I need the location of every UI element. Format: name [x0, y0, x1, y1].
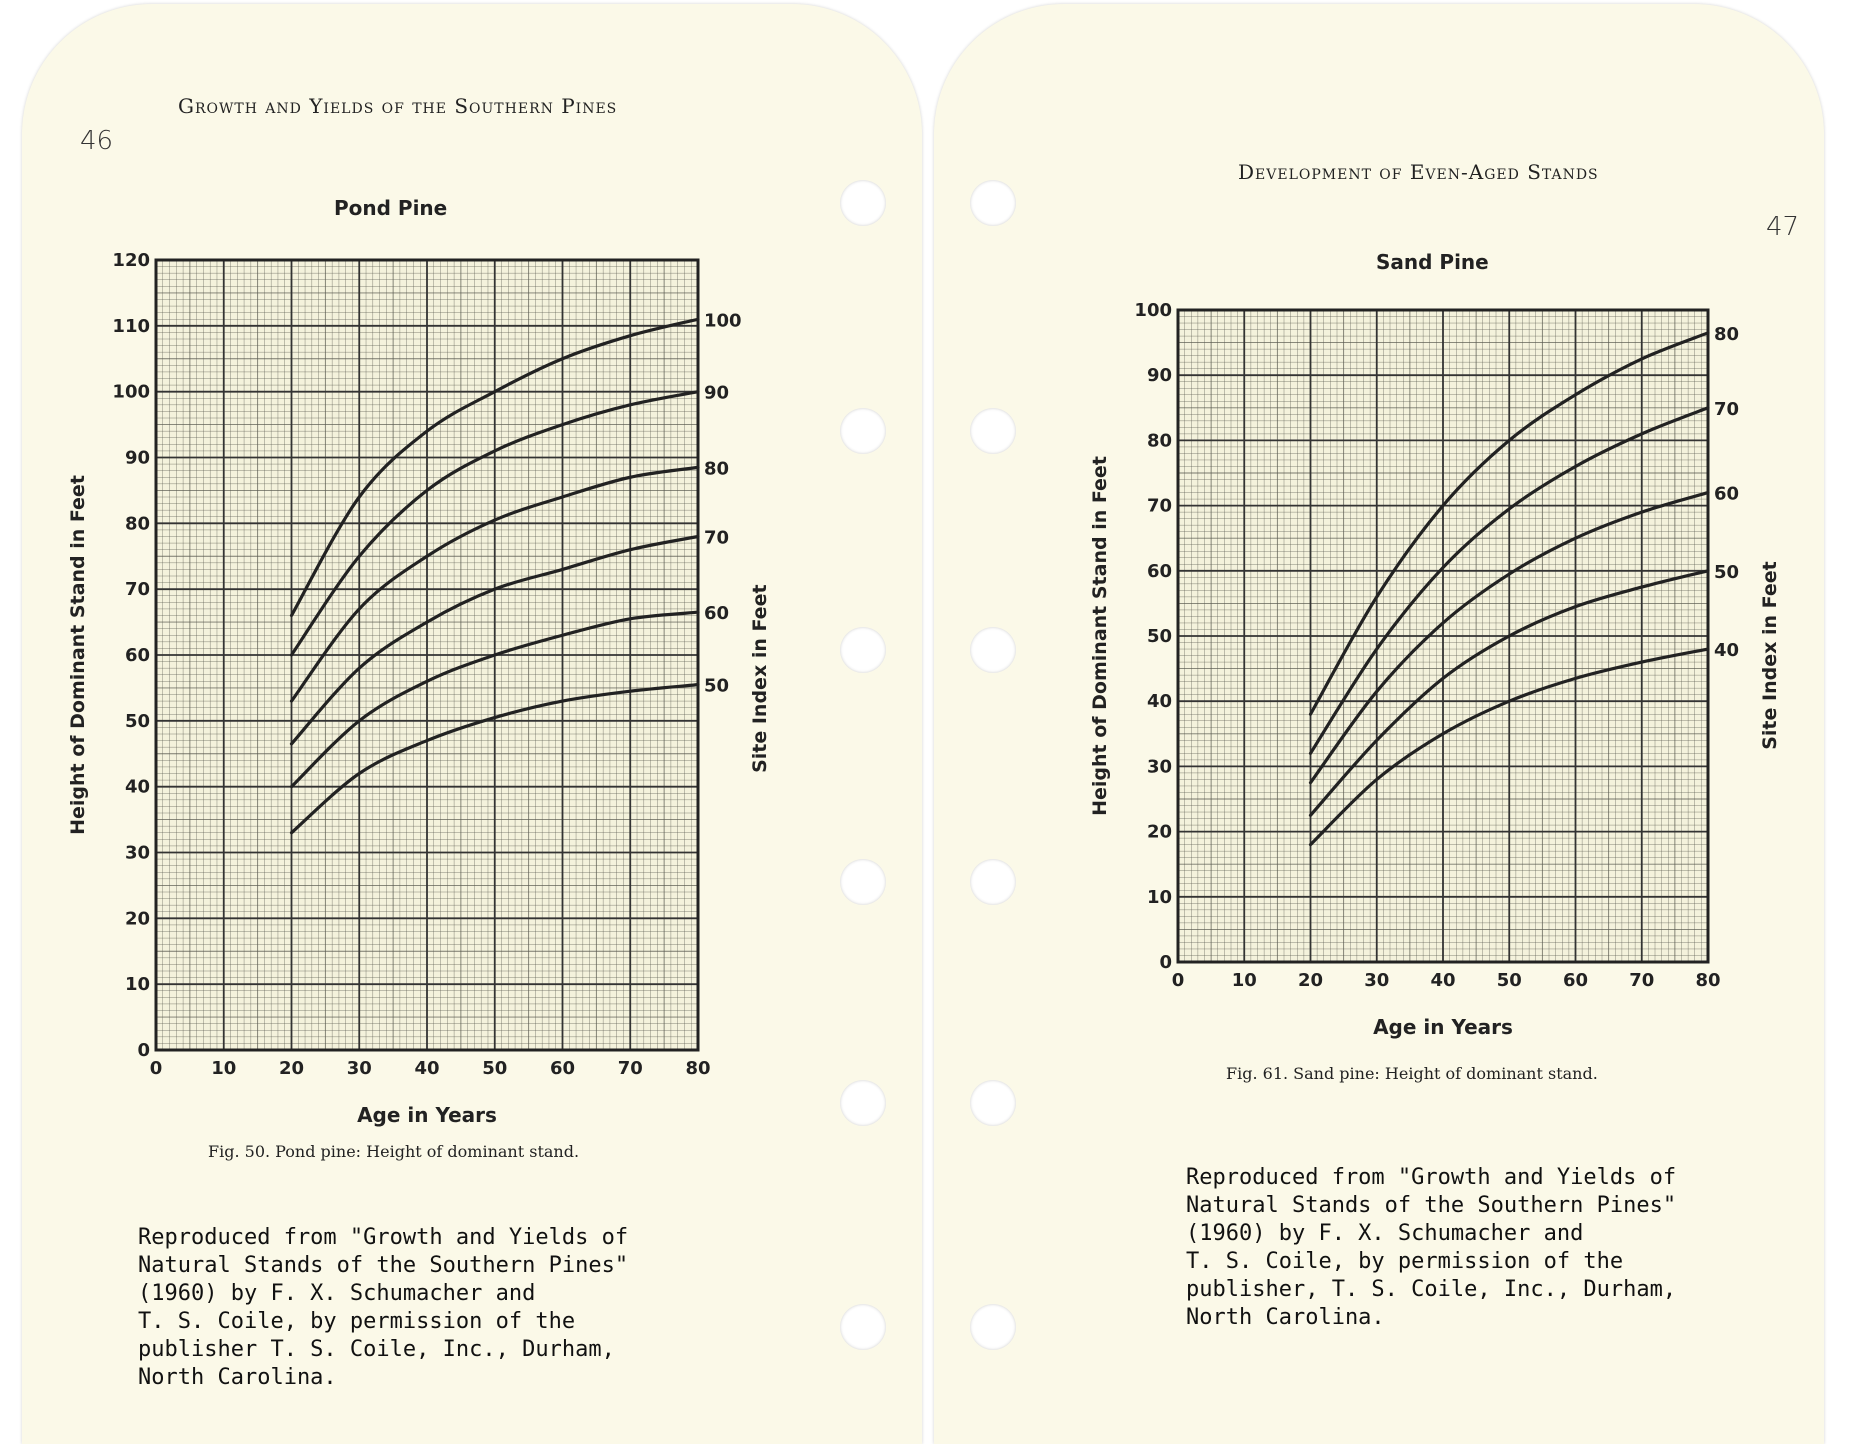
x-tick-label: 60	[1562, 970, 1589, 991]
y-tick-label: 70	[124, 579, 150, 601]
site-index-label: 80	[704, 458, 730, 480]
y-tick-label: 120	[112, 250, 150, 271]
y-tick-label: 60	[124, 645, 150, 666]
x-tick-label: 30	[1364, 970, 1390, 991]
site-index-label: 70	[1714, 398, 1740, 420]
page-number-left: 46	[80, 126, 114, 156]
y-tick-label: 10	[124, 974, 150, 996]
y-tick-label: 20	[1146, 821, 1172, 843]
y-tick-label: 50	[124, 710, 150, 732]
y-tick-label: 50	[1146, 626, 1172, 647]
binder-hole	[840, 627, 886, 673]
binder-hole	[970, 859, 1016, 905]
binder-hole	[970, 408, 1016, 454]
pond-pine-chart	[50, 240, 810, 1140]
x-tick-label: 0	[1171, 970, 1185, 991]
x-tick-label: 60	[549, 1058, 576, 1079]
site-index-label: 50	[704, 675, 730, 697]
x-tick-label: 70	[617, 1058, 643, 1079]
sand-pine-chart	[1080, 290, 1820, 1080]
y-tick-label: 0	[1159, 952, 1172, 973]
site-index-label: 50	[1714, 561, 1740, 583]
chart-title-pond-pine: Pond Pine	[334, 196, 448, 220]
binder-hole	[840, 859, 886, 905]
y-tick-label: 20	[124, 908, 150, 930]
x-axis-label: Age in Years	[357, 1103, 497, 1127]
x-tick-label: 70	[1629, 970, 1655, 991]
binder-hole	[840, 408, 886, 454]
running-head-right: Development of Even-Aged Stands	[1238, 160, 1599, 184]
x-tick-label: 30	[346, 1058, 372, 1079]
y-tick-label: 80	[124, 513, 150, 535]
x-tick-label: 40	[414, 1058, 440, 1079]
binder-hole	[970, 180, 1016, 226]
binder-hole	[970, 1304, 1016, 1350]
site-index-axis-label: Site Index in Feet	[749, 584, 771, 773]
x-tick-label: 80	[1695, 970, 1721, 991]
binder-hole	[840, 1304, 886, 1350]
y-tick-label: 90	[1146, 365, 1172, 387]
credit-text-left: Reproduced from "Growth and Yields of Natural Stands of the Southern Pines" (1960) by F. X. Schumacher and T. S. Coile, by permission of the publisher T. S. Coile, Inc., Durham, North Carolina.	[138, 1225, 629, 1390]
y-tick-label: 10	[1146, 886, 1172, 908]
binder-hole	[840, 180, 886, 226]
site-index-label: 60	[1714, 483, 1740, 505]
y-tick-label: 40	[124, 776, 150, 798]
x-tick-label: 0	[149, 1058, 163, 1079]
x-tick-label: 50	[482, 1058, 508, 1079]
x-tick-label: 20	[1297, 970, 1324, 991]
y-tick-label: 40	[1146, 691, 1172, 713]
y-tick-label: 100	[112, 381, 150, 403]
site-index-label: 70	[704, 527, 730, 549]
binder-hole	[970, 1080, 1016, 1126]
site-index-label: 40	[1714, 640, 1740, 662]
y-axis-label: Height of Dominant Stand in Feet	[67, 475, 89, 835]
y-tick-label: 110	[112, 315, 150, 337]
y-tick-label: 80	[1146, 430, 1172, 452]
y-tick-label: 100	[1134, 300, 1172, 321]
y-tick-label: 30	[1146, 756, 1172, 778]
x-tick-label: 20	[278, 1058, 305, 1079]
figure-caption-right: Fig. 61. Sand pine: Height of dominant stand.	[1226, 1064, 1598, 1083]
y-axis-label: Height of Dominant Stand in Feet	[1089, 456, 1111, 816]
binder-hole	[970, 627, 1016, 673]
chart-title-sand-pine: Sand Pine	[1376, 250, 1489, 274]
site-index-label: 100	[704, 310, 742, 332]
y-tick-label: 60	[1146, 560, 1172, 582]
x-axis-label: Age in Years	[1373, 1015, 1513, 1039]
x-tick-label: 50	[1496, 970, 1522, 991]
y-tick-label: 0	[137, 1040, 150, 1061]
site-index-label: 90	[704, 382, 730, 404]
site-index-axis-label: Site Index in Feet	[1759, 561, 1781, 750]
y-tick-label: 30	[124, 842, 150, 864]
x-tick-label: 40	[1430, 970, 1456, 991]
x-tick-label: 10	[1231, 970, 1257, 991]
credit-text-right: Reproduced from "Growth and Yields of Natural Stands of the Southern Pines" (1960) by F. X. Schumacher and T. S. Coile, by permission of the publisher, T. S. Coile, Inc., Durham, North Carolina.	[1186, 1165, 1677, 1330]
y-tick-label: 90	[124, 447, 150, 469]
x-tick-label: 80	[685, 1058, 711, 1079]
site-index-label: 60	[704, 603, 730, 625]
page-number-right: 47	[1766, 212, 1800, 242]
y-tick-label: 70	[1146, 495, 1172, 517]
figure-caption-left: Fig. 50. Pond pine: Height of dominant stand.	[208, 1142, 580, 1161]
running-head-left: Growth and Yields of the Southern Pines	[178, 94, 618, 118]
site-index-label: 80	[1714, 323, 1740, 345]
x-tick-label: 10	[211, 1058, 237, 1079]
binder-hole	[840, 1080, 886, 1126]
